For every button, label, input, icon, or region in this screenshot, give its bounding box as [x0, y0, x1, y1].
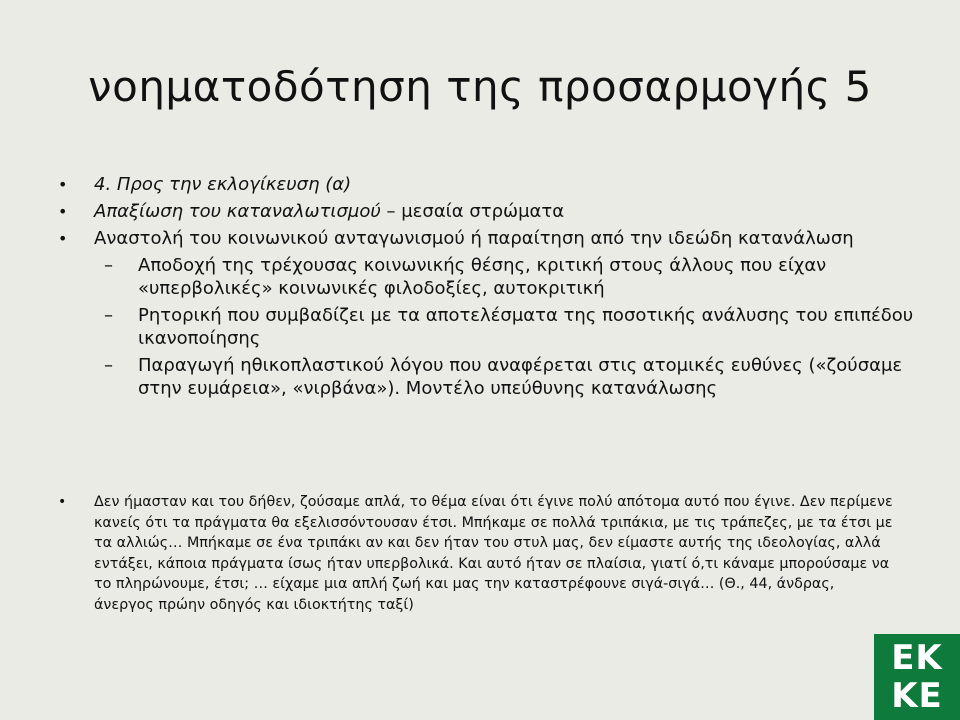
dash-marker: – — [104, 355, 113, 376]
slide-title: νοηματοδότηση της προσαρμογής 5 — [88, 62, 872, 111]
bullet-item-1 — [58, 173, 918, 196]
bullet-text-italic: Απαξίωση του καταναλωτισμού — [94, 201, 381, 222]
logo-line-1: ΕΚ — [891, 638, 943, 678]
sub-bullet-text: Ρητορική που συμβαδίζει με τα αποτελέσματα της ποσοτικής ανάλυσης του επιπέδου ικανοποίησης — [138, 305, 914, 349]
bullet-marker: • — [58, 229, 68, 248]
bullet-text: 4. Προς την εκλογίκευση (α) — [94, 174, 352, 195]
bullet-marker: • — [58, 494, 67, 510]
bullet-text: Αναστολή του κοινωνικού ανταγωνισμού ή παραίτηση από την ιδεώδη κατανάλωση — [94, 228, 854, 249]
interview-quote — [58, 492, 894, 616]
bullet-item-2 — [58, 200, 918, 223]
sub-bullet-item-2 — [58, 304, 918, 350]
sub-bullet-item-1 — [58, 254, 918, 300]
ekke-logo — [874, 634, 960, 720]
bullet-marker: • — [58, 202, 68, 221]
bullet-item-3 — [58, 227, 918, 250]
dash-marker: – — [104, 255, 113, 276]
dash-marker: – — [104, 305, 113, 326]
logo-line-2: ΚΕ — [891, 676, 943, 716]
bullet-marker: • — [58, 175, 68, 194]
bullet-text: – μεσαία στρώματα — [380, 201, 565, 222]
sub-bullet-item-3 — [58, 354, 918, 400]
sub-bullet-text: Παραγωγή ηθικοπλαστικού λόγου που αναφέρεται στις ατομικές ευθύνες («ζούσαμε στην ευμάρεια», «νιρβάνα»). Μοντέλο υπεύθυνης κατανάλωσης — [138, 355, 903, 399]
bullet-list — [58, 173, 918, 404]
logo-text — [874, 634, 960, 715]
quote-text: Δεν ήμασταν και του δήθεν, ζούσαμε απλά, το θέμα είναι ότι έγινε πολύ απότομα αυτό που έγινε. Δεν περίμενε κανείς ότι τα πράγματα θα εξελισσόντουσαν έτσι. Μπήκαμε σε πολλά τριπάκια, με τις τράπεζες, με τα έτσι με τα αλλιώς… Μπήκαμε σε ένα τριπάκι αν και δεν ήταν του στυλ μας, δεν είμαστε αυτής της ιδεολογίας, αλλά εντάξει, κάποια πράγματα ίσως ήταν υπερβολικά. Και αυτό ήταν σε πλαίσια, γιατί ό,τι κάναμε μπορούσαμε να το πληρώνουμε, έτσι; … είχαμε μια απλή ζωή και μας την καταστρέφουνε σιγά-σιγά… (Θ., 44, άνδρας, άνεργος πρώην οδηγός και ιδιοκτήτης ταξί) — [94, 494, 893, 613]
sub-bullet-text: Αποδοχή της τρέχουσας κοινωνικής θέσης, κριτική στους άλλους που είχαν «υπερβολικές» κοινωνικές φιλοδοξίες, αυτοκριτική — [138, 255, 827, 299]
